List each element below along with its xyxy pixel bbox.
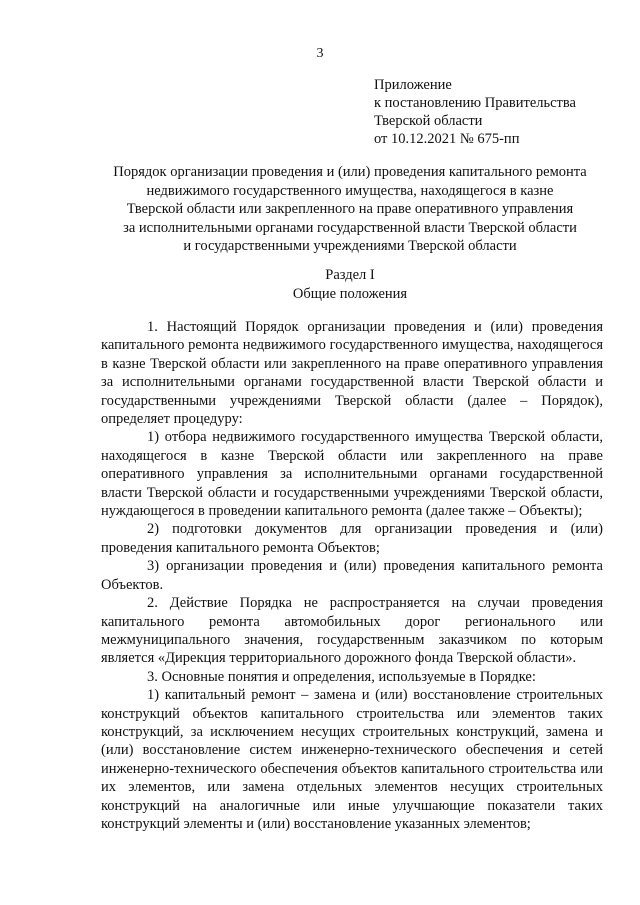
appendix-line: к постановлению Правительства: [374, 95, 576, 111]
paragraph: 3) организации проведения и (или) проведения капитального ремонта Объектов.: [101, 558, 603, 593]
section-number: Раздел I: [325, 267, 375, 283]
document-title: [100, 163, 600, 256]
title-line: недвижимого государственного имущества, находящегося в казне: [146, 182, 554, 199]
section-name: Общие положения: [292, 285, 408, 302]
title-line: Тверской области или закрепленного на праве оперативного управления: [126, 201, 574, 218]
appendix-header: [374, 76, 576, 148]
appendix-line: Приложение: [374, 77, 452, 93]
section-heading: [100, 266, 600, 303]
appendix-line: от 10.12.2021 № 675-пп: [374, 131, 520, 147]
paragraph: 1) капитальный ремонт – замена и (или) восстановление строительных конструкций объектов капитального строительства или элементов таких конструкций, за исключением несущих строительных конструкций, замена и (или) восстановление систем инженерно-технического обеспечения и сетей инженерно-технического обеспечения объектов капитального строительства или их элементов, или замена отдельных элементов несущих строительных конструкций на аналогичные или иные улучшающие показатели таких конструкций элементы и (или) восстановление указанных элементов;: [101, 687, 603, 832]
title-line: Порядок организации проведения и (или) проведения капитального ремонта: [113, 164, 587, 180]
title-line: за исполнительными органами государственной власти Тверской области: [123, 219, 577, 236]
paragraph: 3. Основные понятия и определения, используемые в Порядке:: [147, 668, 536, 685]
appendix-line: Тверской области: [374, 113, 483, 129]
title-line: и государственными учреждениями Тверской области: [183, 238, 517, 255]
page-number: 3: [316, 46, 324, 61]
body-text: [101, 318, 603, 833]
paragraph: 2) подготовки документов для организации проведения и (или) проведения капитального ремонта Объектов;: [101, 521, 603, 556]
paragraph: 2. Действие Порядка не распространяется на случаи проведения капитального ремонта автомобильных дорог регионального или межмуниципального значения, государственным заказчиком по которым является «Дирекция территориального дорожного фонда Тверской области».: [101, 595, 603, 667]
paragraph: 1. Настоящий Порядок организации проведения и (или) проведения капитального ремонта недвижимого государственного имущества, находящегося в казне Тверской области или закрепленного на праве оперативного управления за исполнительными органами государственной власти Тверской области и государственными учреждениями Тверской области (далее – Порядок), определяет процедуру:: [101, 319, 603, 428]
paragraph: 1) отбора недвижимого государственного имущества Тверской области, находящегося в казне Тверской области или закрепленного на праве оперативного управления за исполнительными органами государственной власти Тверской области и государственными учреждениями Тверской области, нуждающегося в проведении капитального ремонта (далее также – Объекты);: [101, 429, 603, 520]
